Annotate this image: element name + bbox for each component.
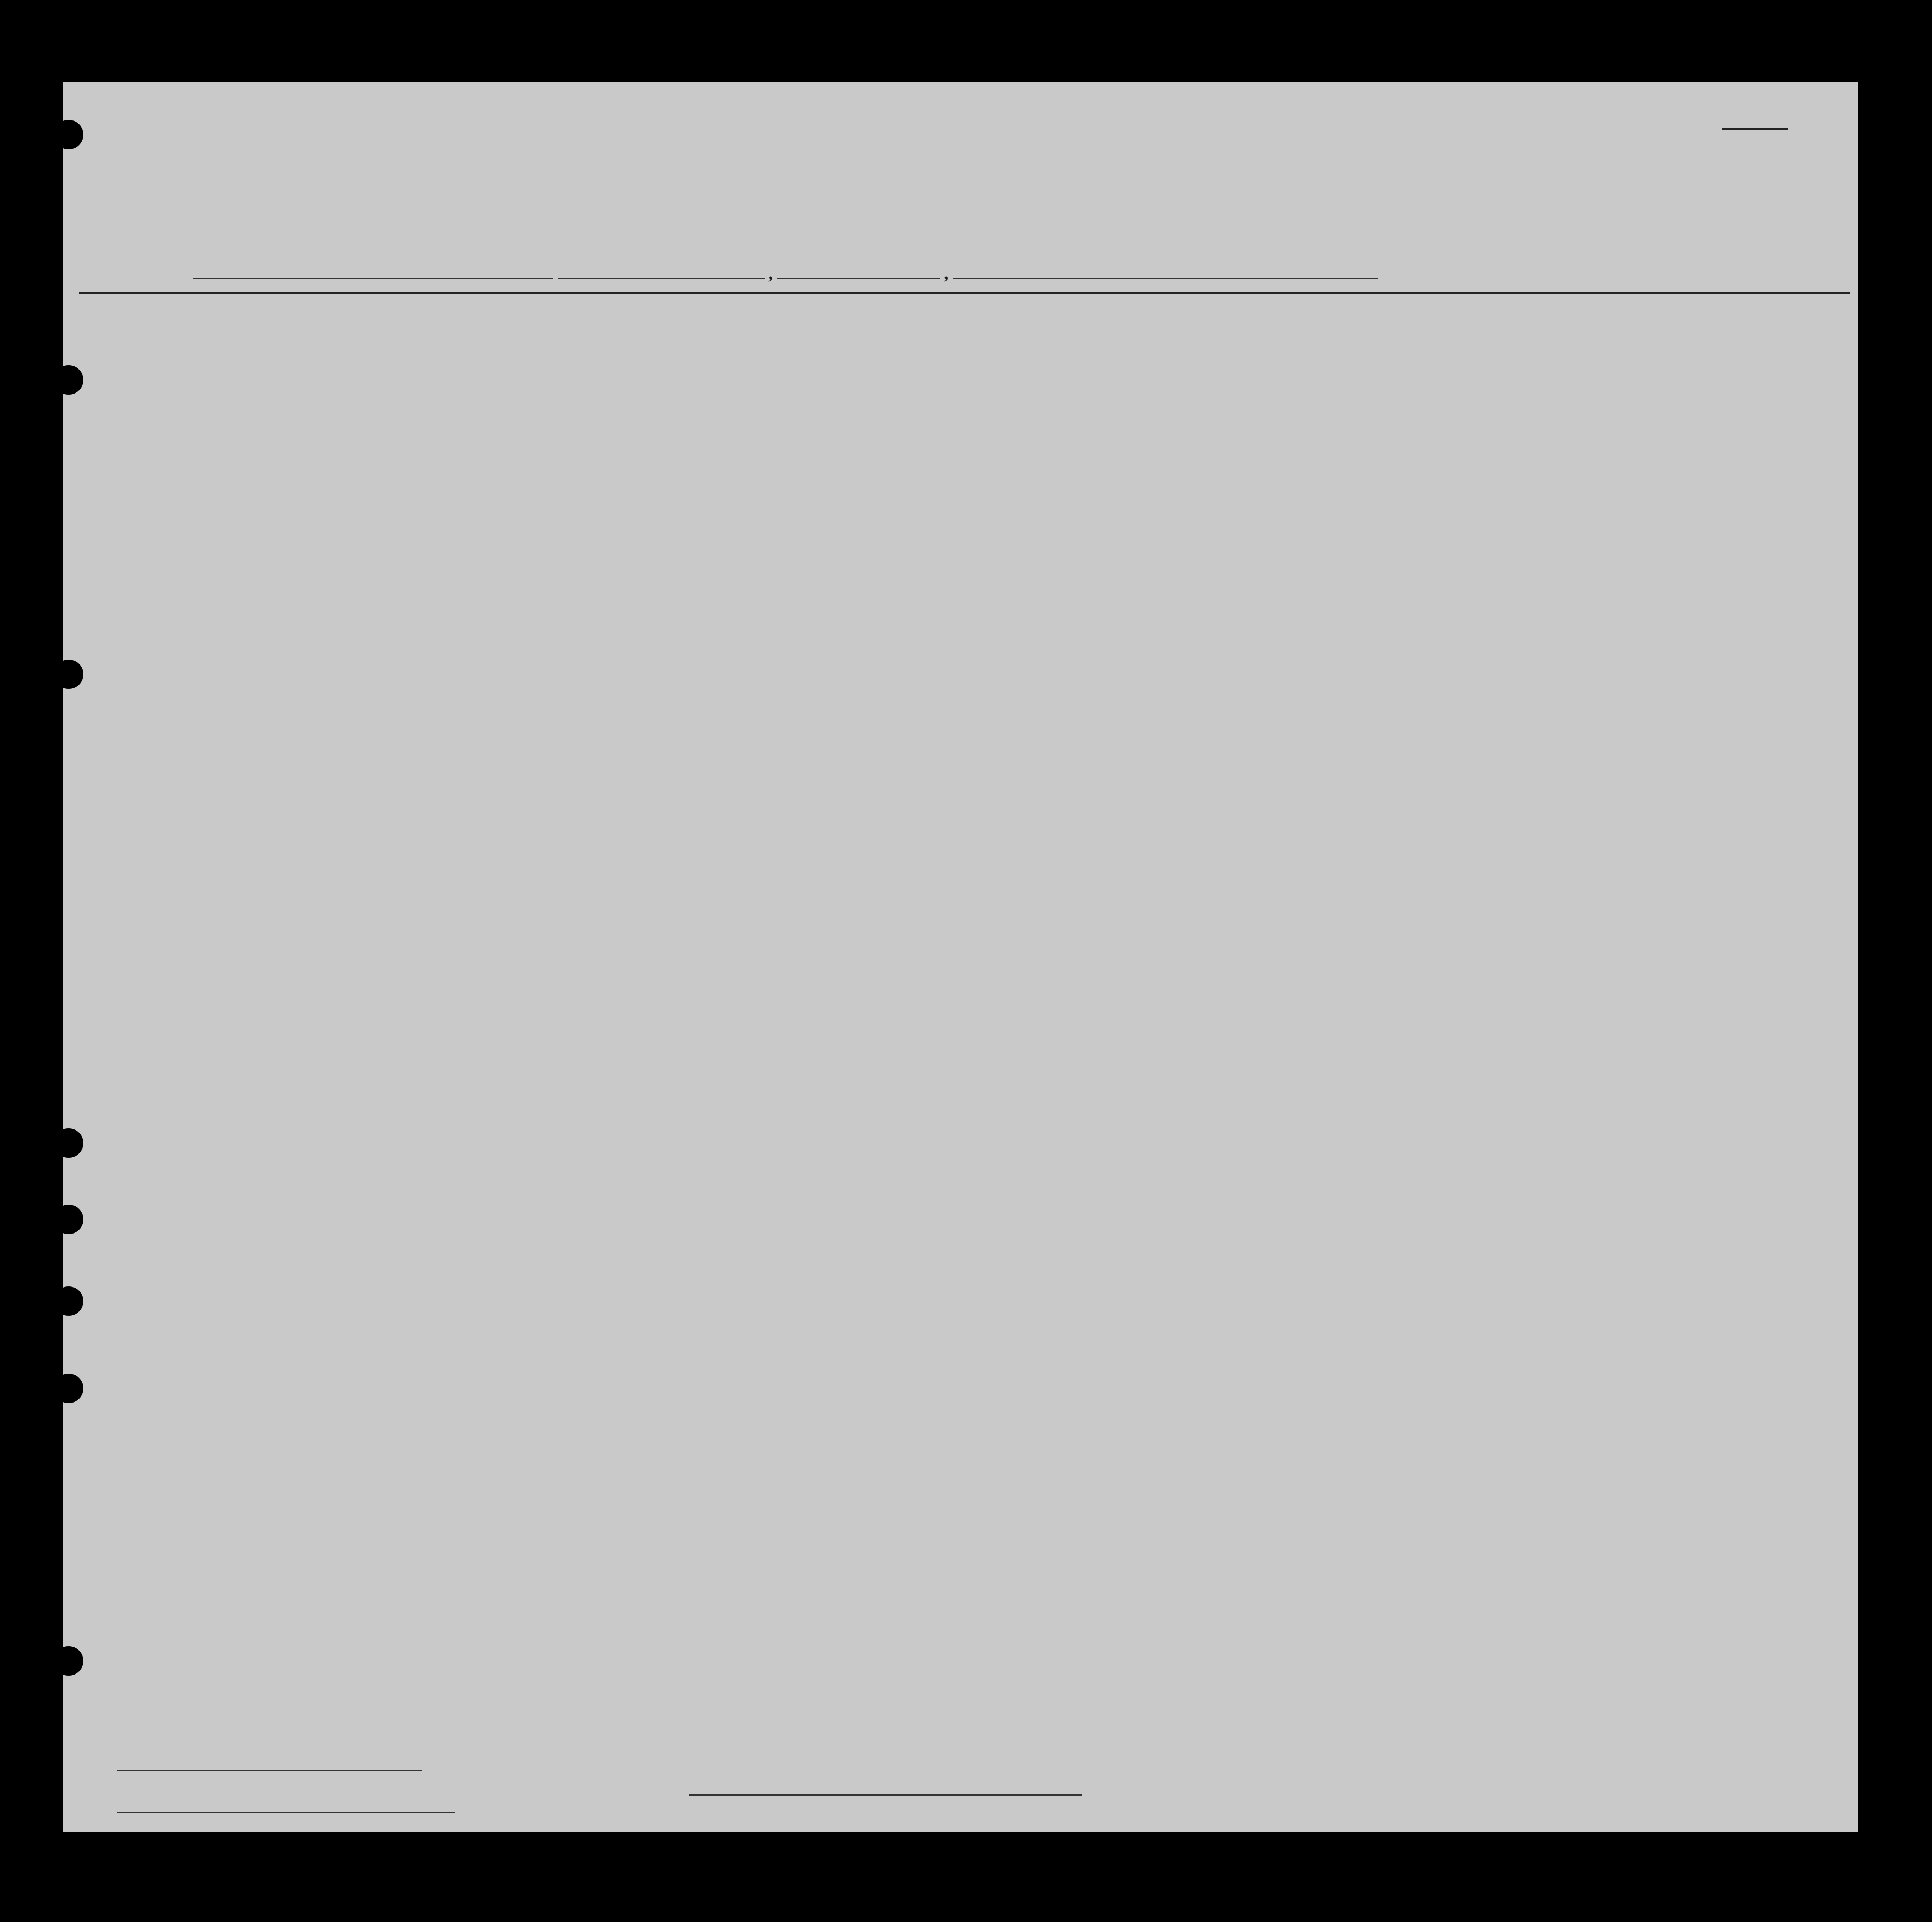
line-value <box>117 1770 422 1771</box>
vessel-line: , , <box>193 259 1378 285</box>
signature-rule <box>689 1794 1082 1796</box>
footer <box>106 1760 455 1832</box>
table-grid <box>63 82 1858 1832</box>
manifest-sheet <box>63 82 1858 1832</box>
owners-value <box>117 1793 455 1813</box>
